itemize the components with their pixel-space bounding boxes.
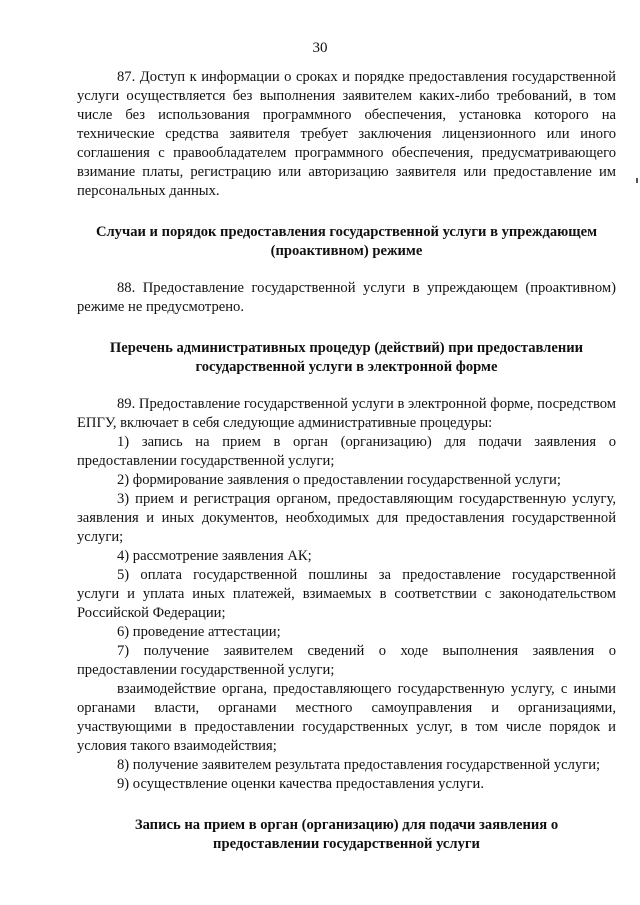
list-item: 4) рассмотрение заявления АК; <box>117 548 312 564</box>
list-item: взаимодействие органа, предоставляющего государственную услугу, с иными органами власти, органами местного самоуправления и организациями, участвующими в предоставлении государственных услуг, в том числе порядок и условия такого взаимодействия; <box>77 681 616 754</box>
list-item: 6) проведение аттестации; <box>117 624 281 640</box>
document-body <box>77 68 616 854</box>
scan-edge-mark <box>636 178 638 183</box>
list-item: 7) получение заявителем сведений о ходе выполнения заявления о предоставлении государственной услуги; <box>77 643 616 678</box>
section-heading-procedures: Перечень административных процедур (действий) при предоставлении государственной услуги в электронной форме <box>109 340 584 375</box>
list-item: 3) прием и регистрация органом, предоставляющим государственную услугу, заявления и иных документов, необходимых для предоставления государственной услуги; <box>77 491 616 545</box>
section-heading-appointment: Запись на прием в орган (организацию) для подачи заявления о предоставлении государственной услуги <box>134 817 559 852</box>
list-item: 1) запись на прием в орган (организацию) для подачи заявления о предоставлении государственной услуги; <box>77 434 616 469</box>
paragraph-89-intro: 89. Предоставление государственной услуги в электронной форме, посредством ЕПГУ, включает в себя следующие административные процедуры: <box>77 396 616 431</box>
list-item: 2) формирование заявления о предоставлении государственной услуги; <box>117 472 561 488</box>
page-number: 30 <box>312 40 328 56</box>
section-heading-proactive: Случаи и порядок предоставления государственной услуги в упреждающем (проактивном) режиме <box>95 224 598 259</box>
list-item: 9) осуществление оценки качества предоставления услуги. <box>117 776 484 792</box>
paragraph-88: 88. Предоставление государственной услуги в упреждающем (проактивном) режиме не предусмотрено. <box>77 280 616 315</box>
list-item: 5) оплата государственной пошлины за предоставление государственной услуги и уплата иных платежей, взимаемых в соответствии с законодательством Российской Федерации; <box>77 567 616 621</box>
paragraph-87: 87. Доступ к информации о сроках и порядке предоставления государственной услуги осуществляется без выполнения заявителем каких-либо требований, в том числе без использования программного обеспечения, установка которого на технические средства заявителя требует заключения лицензионного или иного соглашения с правообладателем программного обеспечения, предусматривающего взимание платы, регистрацию или авторизацию заявителя или предоставление им персональных данных. <box>77 69 616 199</box>
list-item: 8) получение заявителем результата предоставления государственной услуги; <box>117 757 601 773</box>
